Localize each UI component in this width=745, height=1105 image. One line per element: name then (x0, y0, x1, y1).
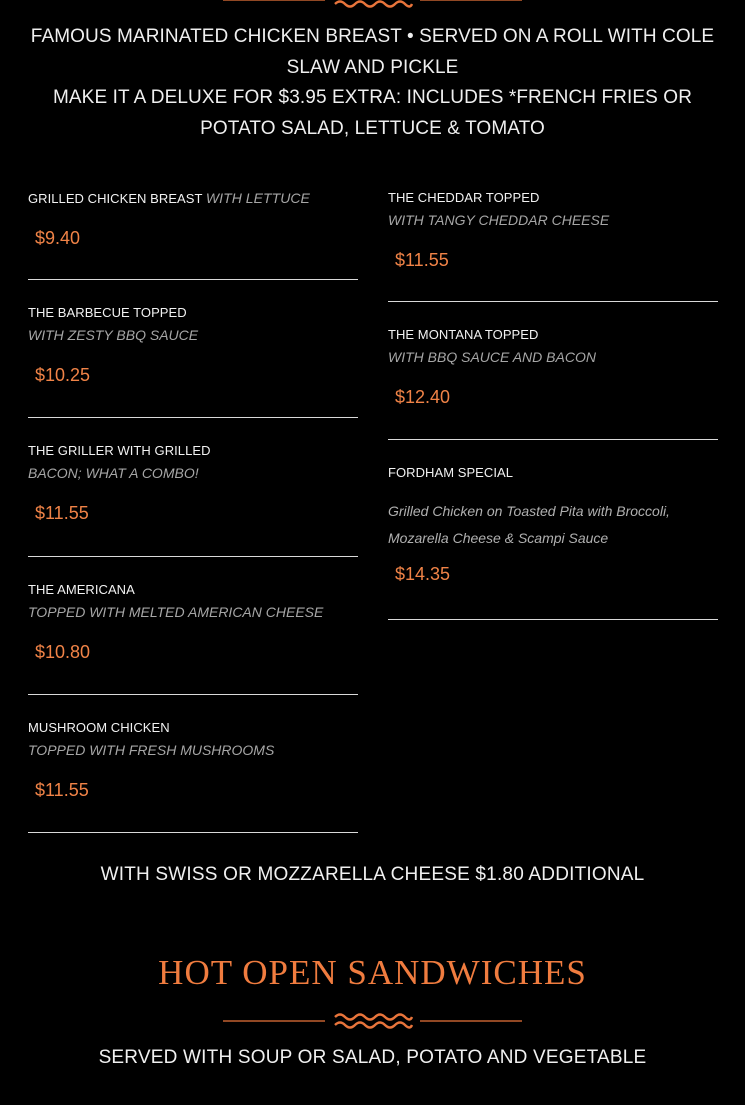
menu-item-price: $11.55 (35, 503, 89, 523)
wavy-ornament-divider-icon (0, 0, 745, 10)
menu-item-name: THE MONTANA TOPPED (388, 327, 539, 342)
menu-item-price: $9.40 (35, 228, 81, 248)
menu-item-price: $11.55 (395, 250, 449, 270)
menu-column-right (388, 186, 718, 620)
menu-item (28, 187, 358, 280)
menu-item-price: $11.55 (35, 780, 89, 800)
menu-item-description: Grilled Chicken on Toasted Pita with Broccoli, Mozarella Cheese & Scampi Sauce (388, 503, 670, 546)
menu-item-name: THE AMERICANA (28, 582, 135, 597)
cheese-addon-note: WITH SWISS OR MOZZARELLA CHEESE $1.80 ADDITIONAL (100, 864, 645, 885)
menu-item-price: $12.40 (395, 387, 451, 407)
menu-item-description: WITH ZESTY BBQ SAUCE (28, 327, 199, 343)
menu-item (388, 186, 718, 302)
menu-column-left (28, 187, 358, 833)
menu-item (388, 440, 718, 620)
menu-item (388, 302, 718, 440)
menu-item-name: THE BARBECUE TOPPED (28, 305, 187, 320)
menu-item-name: FORDHAM SPECIAL (388, 465, 513, 480)
menu-item (28, 280, 358, 418)
menu-item-name: THE GRILLER WITH GRILLED (28, 443, 211, 458)
menu-item-price: $10.80 (35, 642, 91, 662)
menu-item-title-row (28, 187, 358, 210)
menu-item (28, 695, 358, 833)
menu-item-description: WITH TANGY CHEDDAR CHEESE (388, 212, 610, 228)
menu-item-name: THE CHEDDAR TOPPED (388, 190, 540, 205)
menu-item-description: TOPPED WITH MELTED AMERICAN CHEESE (28, 604, 324, 620)
wavy-ornament-divider-icon (0, 1011, 745, 1031)
menu-item (28, 418, 358, 557)
menu-item-name: MUSHROOM CHICKEN (28, 720, 170, 735)
intro-line-1: FAMOUS MARINATED CHICKEN BREAST • SERVED ON A ROLL WITH COLE SLAW AND PICKLE (30, 26, 715, 78)
menu-item-description: TOPPED WITH FRESH MUSHROOMS (28, 742, 275, 758)
menu-item-description: WITH BBQ SAUCE AND BACON (388, 349, 596, 365)
intro-line-2: MAKE IT A DELUXE FOR $3.95 EXTRA: INCLUDES *FRENCH FRIES OR POTATO SALAD, LETTUCE & TOMATO (52, 87, 693, 139)
menu-item-description: WITH LETTUCE (205, 190, 310, 206)
menu-item-name: GRILLED CHICKEN BREAST (28, 191, 206, 206)
menu-item-price: $14.35 (395, 564, 451, 584)
section-title: HOT OPEN SANDWICHES (158, 953, 587, 992)
section-subtitle: SERVED WITH SOUP OR SALAD, POTATO AND VEGETABLE (98, 1047, 647, 1068)
menu-item-description: BACON; WHAT A COMBO! (28, 465, 199, 481)
menu-item-price: $10.25 (35, 365, 91, 385)
intro-text (20, 22, 725, 144)
menu-item (28, 557, 358, 695)
